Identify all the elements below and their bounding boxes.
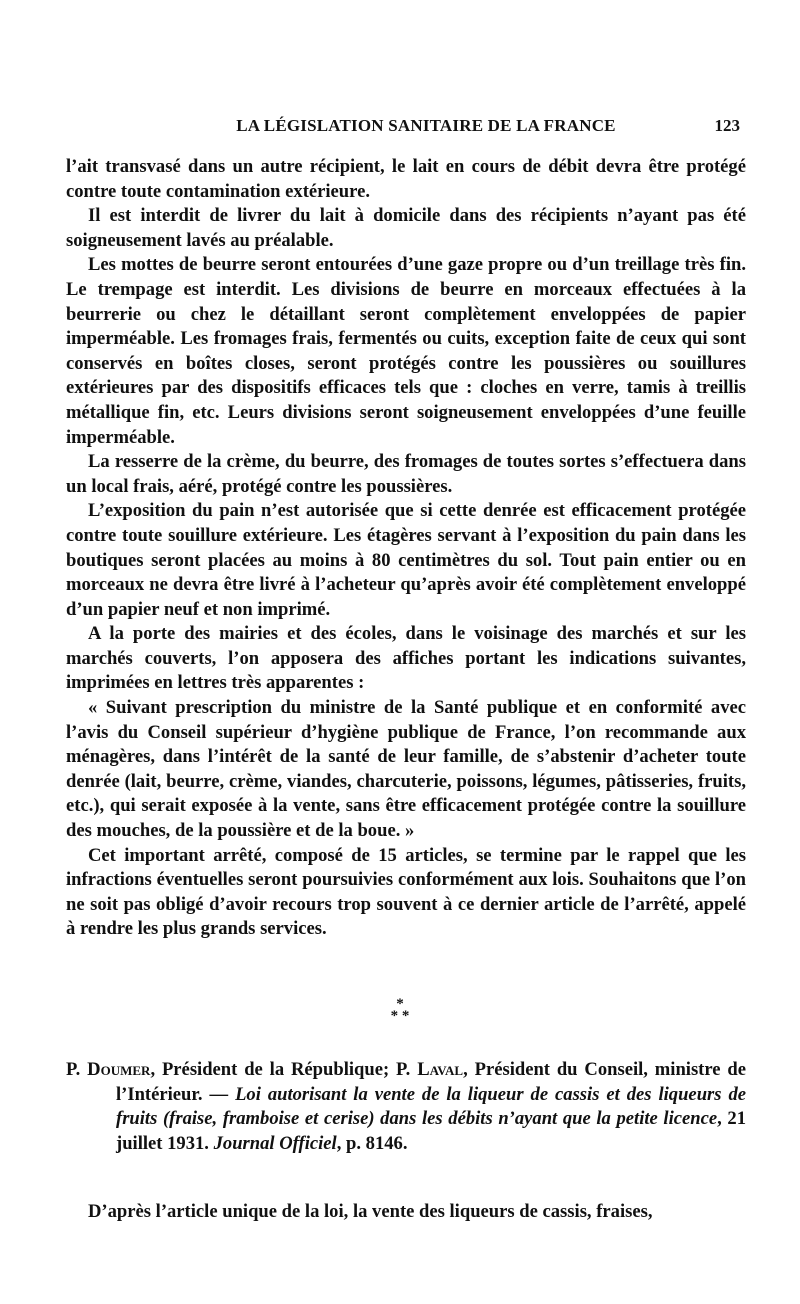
quoted-notice: « Suivant prescription du ministre de la Santé publique et en conformité avec l’avis du Conseil supérieur d’hygiène publique de France, l’on recommande aux ménagères, dans l’intérêt de la santé de leur famille, de s’abstenir d’acheter toute denrée (lait, beurre, crème, viandes, charcuterie, poissons, légumes, pâtisseries, fruits, etc.), qui serait exposée à la vente, sans être efficacement protégée contre la souillure des mouches, de la poussière et de la boue. »	[66, 697, 746, 842]
page-number: 123	[714, 116, 740, 135]
author2-role: , Président du Conseil, ministre de l’Intérieur. —	[116, 1059, 747, 1105]
author1-initial: P.	[66, 1059, 88, 1080]
law-title: Loi autorisant la vente de la liqueur de cassis et des liqueurs de fruits (fraise, framboise et cerise) dans les débits n’ayant que la petite licence	[116, 1083, 746, 1130]
reference-entry	[66, 1058, 746, 1156]
paragraph: Cet important arrêté, composé de 15 articles, se termine par le rappel que les infractions éventuelles seront poursuivies conformément aux lois. Souhaitons que l’on ne soit pas obligé d’avoir recours trop souvent à ce dernier article de l’arrêté, appelé à rendre les plus grands services.	[66, 844, 746, 940]
author2-name: Laval	[417, 1059, 464, 1080]
author1-role: , Président de la République; P.	[150, 1059, 418, 1080]
paragraph: Les mottes de beurre seront entourées d’une gaze propre ou d’un treillage très fin. Le trempage est interdit. Les divisions de beurre en morceaux effectuées à la beurrerie ou chez le détaillant seront complètement enveloppées de papier imperméable. Les fromages frais, fermentés ou cuits, exception faite de ceux qui sont conservés en boîtes closes, seront protégés contre les poussières ou souillures extérieures par des dispositifs efficaces tels que : cloches en verre, tamis à treillis métallique fin, etc. Leurs divisions seront soigneusement enveloppées d’une feuille imperméable.	[66, 254, 746, 448]
paragraph: Il est interdit de livrer du lait à domicile dans des récipients n’ayant pas été soigneusement lavés au préalable.	[66, 205, 746, 251]
paragraph: D’après l’article unique de la loi, la vente des liqueurs de cassis, fraises,	[88, 1201, 653, 1222]
paragraph: A la porte des mairies et des écoles, dans le voisinage des marchés et sur les marchés couverts, l’on apposera des affiches portant les indications suivantes, imprimées en lettres très apparentes :	[66, 623, 746, 694]
body-text	[66, 155, 746, 942]
asterism-divider: * * *	[390, 996, 410, 1024]
running-title: LA LÉGISLATION SANITAIRE DE LA FRANCE	[236, 116, 616, 135]
law-date: , 21 juillet 1931.	[116, 1108, 747, 1154]
paragraph: l’ait transvasé dans un autre récipient, le lait en cours de débit devra être protégé contre toute contamination extérieure.	[66, 156, 746, 202]
paragraph: L’exposition du pain n’est autorisée que si cette denrée est efficacement protégée contre toute souillure extérieure. Les étagères servant à l’exposition du pain dans les boutiques seront placées au moins à 80 centimètres du sol. Tout pain entier ou en morceaux ne devra être livré à l’acheteur qu’après avoir été complètement enveloppé d’un papier neuf et non imprimé.	[66, 500, 746, 620]
running-header	[66, 116, 746, 140]
author1-name: Doumer	[87, 1059, 151, 1080]
closing-text	[66, 1200, 746, 1225]
paragraph: La resserre de la crème, du beurre, des fromages de toutes sortes s’effectuera dans un local frais, aéré, protégé contre les poussières.	[66, 451, 746, 497]
journal-page: , p. 8146.	[336, 1132, 408, 1154]
legal-reference	[66, 1058, 746, 1156]
journal-name: Journal Officiel	[213, 1132, 337, 1154]
